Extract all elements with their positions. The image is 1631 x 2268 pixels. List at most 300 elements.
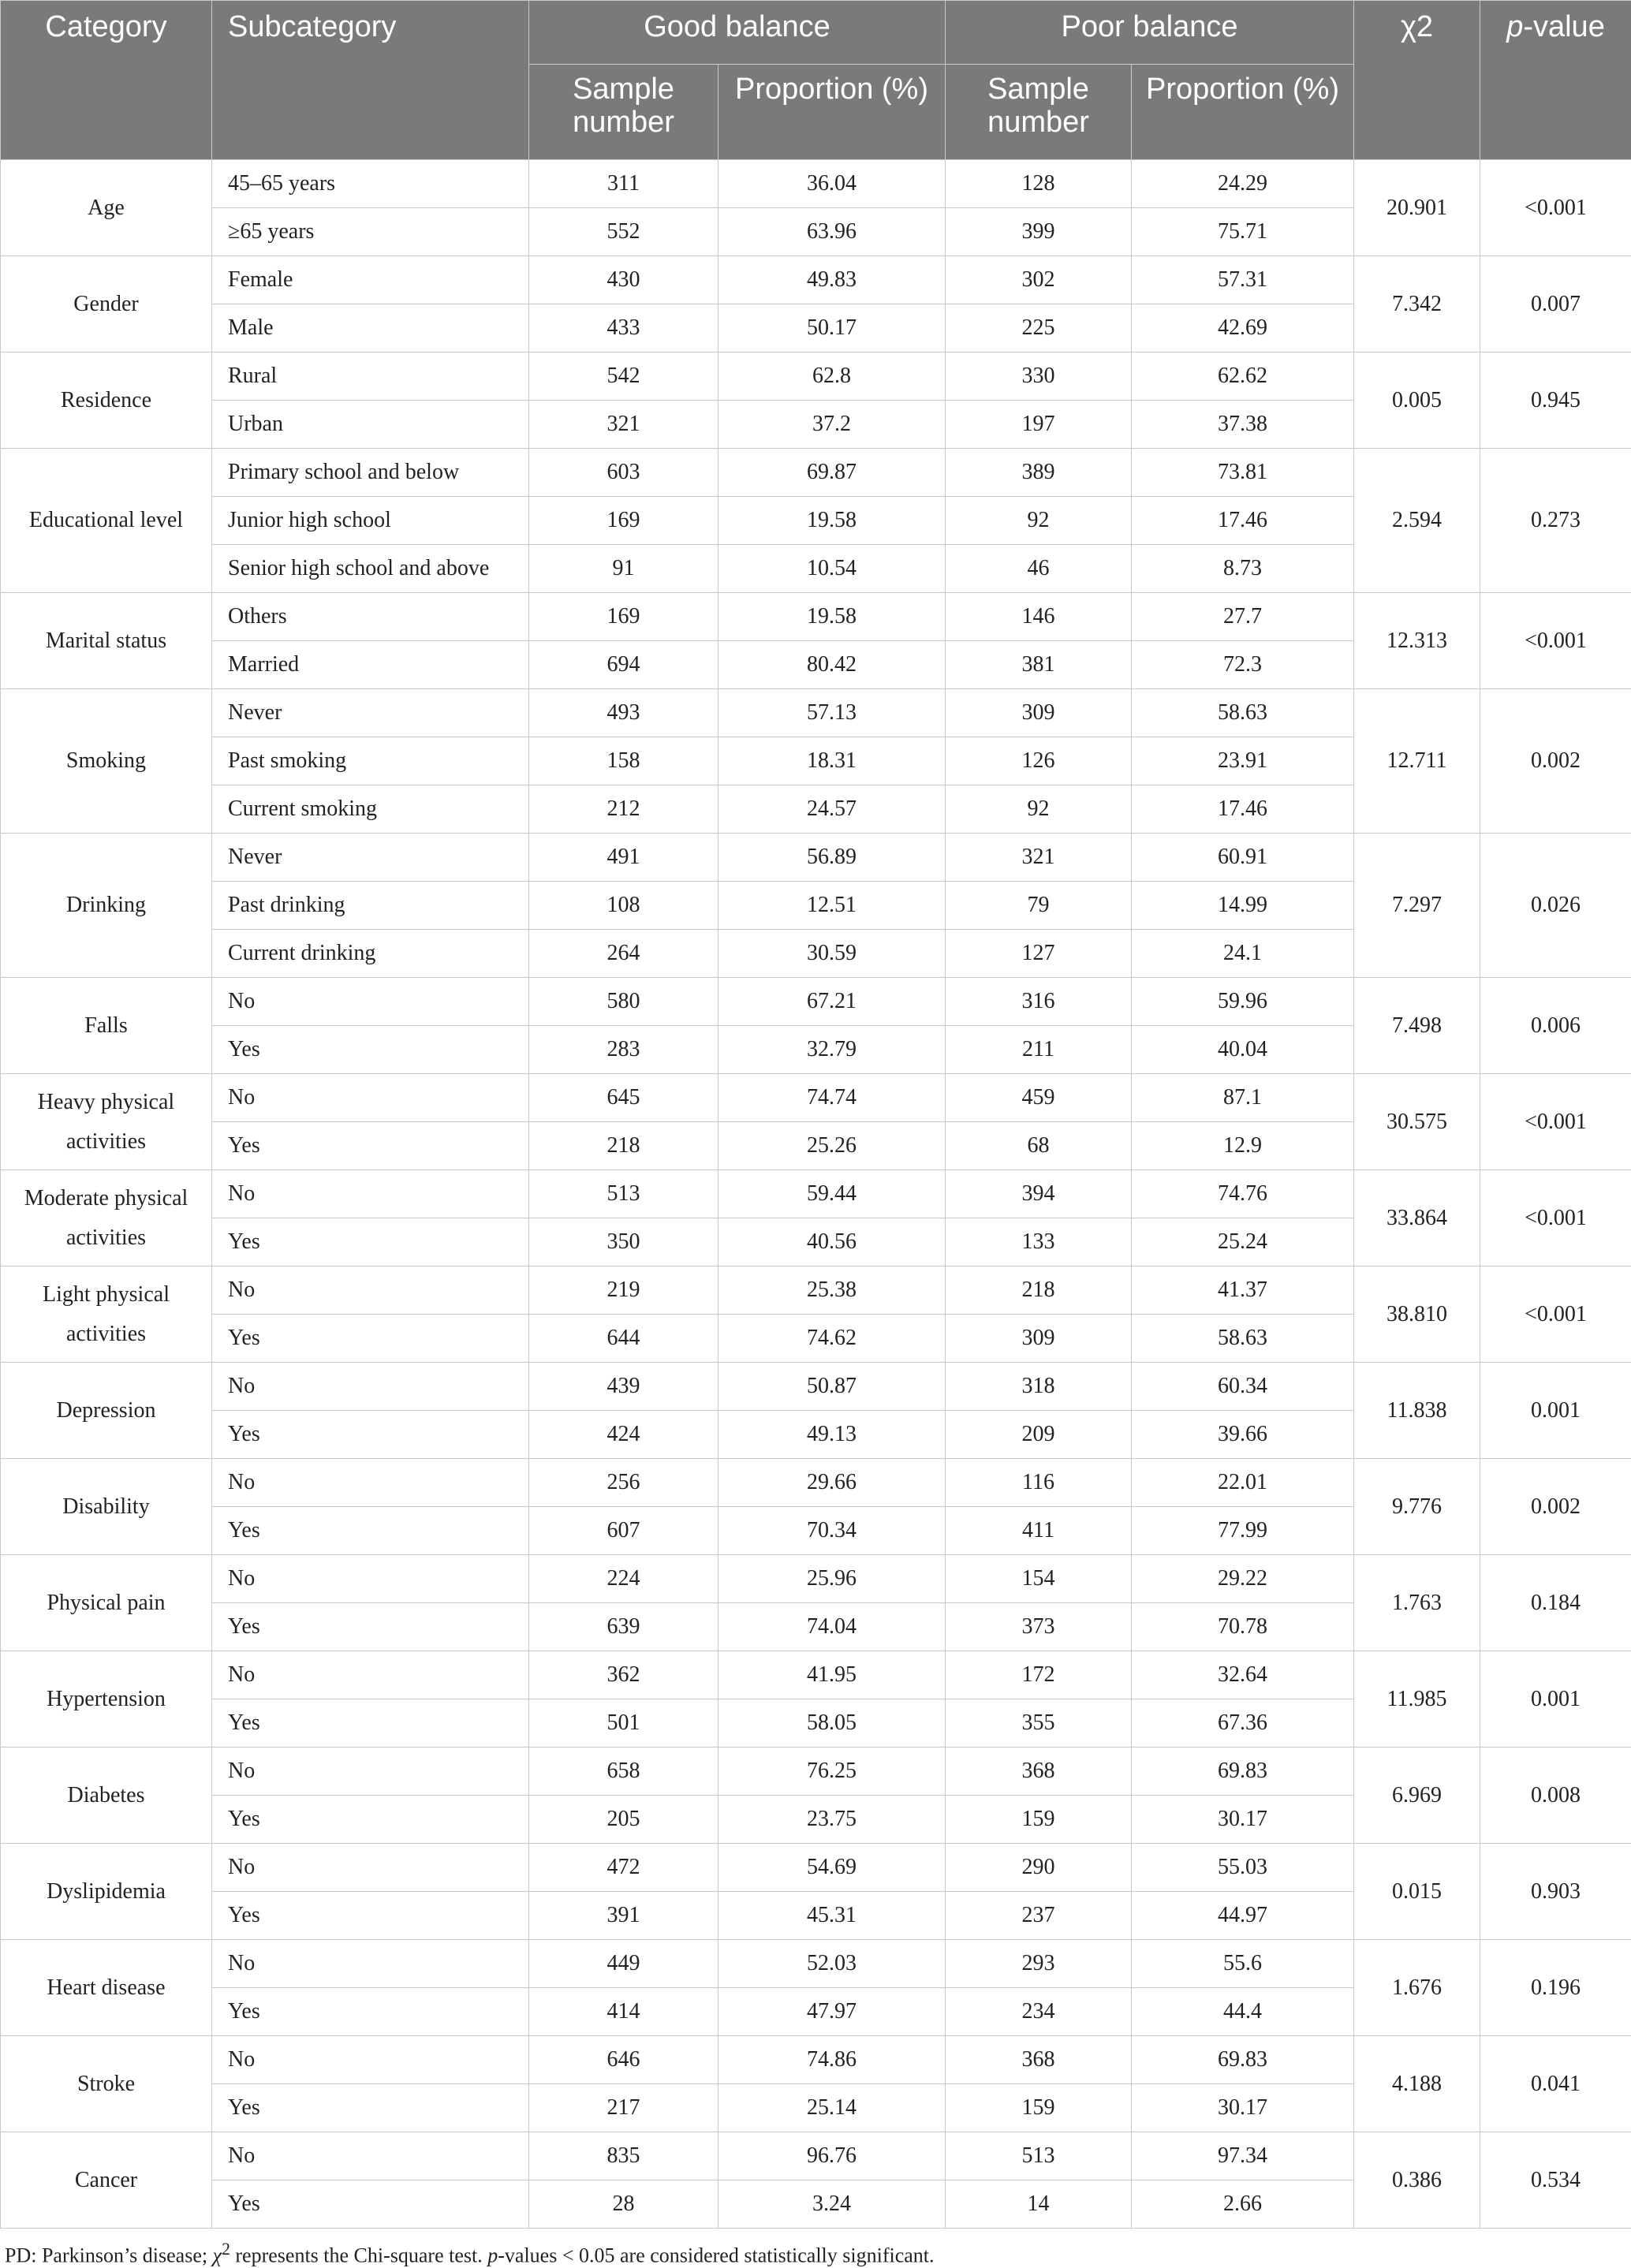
pvalue-cell: 0.945 — [1480, 353, 1631, 449]
poor-proportion-cell: 25.24 — [1132, 1218, 1354, 1266]
good-sample-cell: 391 — [529, 1892, 718, 1940]
good-sample-cell: 645 — [529, 1074, 718, 1122]
good-proportion-cell: 19.58 — [718, 593, 946, 641]
poor-sample-cell: 293 — [946, 1940, 1132, 1988]
good-sample-cell: 542 — [529, 353, 718, 401]
table-row — [1, 449, 1631, 497]
good-proportion-cell: 59.44 — [718, 1170, 946, 1218]
subcategory-cell: No — [212, 1363, 529, 1411]
subcategory-cell: 45–65 years — [212, 160, 529, 208]
poor-sample-cell: 290 — [946, 1844, 1132, 1892]
pvalue-cell: 0.001 — [1480, 1363, 1631, 1459]
good-proportion-cell: 29.66 — [718, 1459, 946, 1507]
good-sample-cell: 218 — [529, 1122, 718, 1170]
poor-proportion-cell: 27.7 — [1132, 593, 1354, 641]
good-sample-cell: 449 — [529, 1940, 718, 1988]
poor-sample-cell: 237 — [946, 1892, 1132, 1940]
poor-proportion-cell: 57.31 — [1132, 256, 1354, 304]
pvalue-cell: <0.001 — [1480, 1170, 1631, 1266]
good-sample-cell: 644 — [529, 1315, 718, 1363]
good-proportion-cell: 12.51 — [718, 882, 946, 930]
category-cell: Diabetes — [1, 1748, 212, 1844]
chi2-cell: 0.386 — [1354, 2132, 1480, 2229]
category-cell: Age — [1, 160, 212, 256]
subcategory-cell: No — [212, 978, 529, 1026]
table-row — [1, 1363, 1631, 1411]
good-sample-cell: 169 — [529, 497, 718, 545]
poor-sample-cell: 330 — [946, 353, 1132, 401]
chi2-cell: 0.015 — [1354, 1844, 1480, 1940]
subcategory-cell: Current smoking — [212, 785, 529, 834]
poor-proportion-cell: 12.9 — [1132, 1122, 1354, 1170]
header-pvalue — [1480, 1, 1631, 160]
chi2-cell: 2.594 — [1354, 449, 1480, 593]
poor-sample-cell: 92 — [946, 497, 1132, 545]
pvalue-cell: 0.041 — [1480, 2036, 1631, 2132]
subcategory-cell: No — [212, 1940, 529, 1988]
category-cell: Falls — [1, 978, 212, 1074]
poor-proportion-cell: 75.71 — [1132, 208, 1354, 256]
good-sample-cell: 658 — [529, 1748, 718, 1796]
poor-proportion-cell: 32.64 — [1132, 1651, 1354, 1699]
poor-proportion-cell: 60.34 — [1132, 1363, 1354, 1411]
good-sample-cell: 219 — [529, 1266, 718, 1315]
header-subcategory: Subcategory — [212, 1, 529, 160]
good-proportion-cell: 74.04 — [718, 1603, 946, 1651]
pvalue-cell: 0.273 — [1480, 449, 1631, 593]
poor-sample-cell: 389 — [946, 449, 1132, 497]
table-body — [1, 160, 1631, 2229]
good-sample-cell: 256 — [529, 1459, 718, 1507]
pvalue-cell: 0.196 — [1480, 1940, 1631, 2036]
table-row — [1, 834, 1631, 882]
poor-sample-cell: 368 — [946, 1748, 1132, 1796]
chi2-cell: 4.188 — [1354, 2036, 1480, 2132]
table-row — [1, 593, 1631, 641]
footnote-p: p — [487, 2244, 498, 2267]
header-poor-balance: Poor balance — [946, 1, 1354, 65]
subcategory-cell: No — [212, 1074, 529, 1122]
good-proportion-cell: 52.03 — [718, 1940, 946, 1988]
poor-sample-cell: 368 — [946, 2036, 1132, 2084]
good-proportion-cell: 74.74 — [718, 1074, 946, 1122]
good-proportion-cell: 47.97 — [718, 1988, 946, 2036]
good-sample-cell: 414 — [529, 1988, 718, 2036]
pvalue-cell: 0.026 — [1480, 834, 1631, 978]
poor-proportion-cell: 24.1 — [1132, 930, 1354, 978]
good-proportion-cell: 40.56 — [718, 1218, 946, 1266]
good-proportion-cell: 18.31 — [718, 737, 946, 785]
header-poor-sample-number: Sample number — [946, 65, 1132, 160]
poor-proportion-cell: 29.22 — [1132, 1555, 1354, 1603]
subcategory-cell: Yes — [212, 2084, 529, 2132]
category-cell: Marital status — [1, 593, 212, 689]
good-proportion-cell: 67.21 — [718, 978, 946, 1026]
good-sample-cell: 472 — [529, 1844, 718, 1892]
poor-proportion-cell: 97.34 — [1132, 2132, 1354, 2180]
subcategory-cell: No — [212, 1170, 529, 1218]
good-sample-cell: 28 — [529, 2180, 718, 2229]
good-proportion-cell: 50.87 — [718, 1363, 946, 1411]
good-proportion-cell: 25.96 — [718, 1555, 946, 1603]
poor-sample-cell: 459 — [946, 1074, 1132, 1122]
table-row — [1, 1748, 1631, 1796]
good-sample-cell: 224 — [529, 1555, 718, 1603]
table-row — [1, 1940, 1631, 1988]
poor-proportion-cell: 44.97 — [1132, 1892, 1354, 1940]
header-poor-proportion: Proportion (%) — [1132, 65, 1354, 160]
subcategory-cell: Male — [212, 304, 529, 353]
subcategory-cell: No — [212, 1459, 529, 1507]
good-sample-cell: 212 — [529, 785, 718, 834]
good-proportion-cell: 32.79 — [718, 1026, 946, 1074]
table-row — [1, 1459, 1631, 1507]
good-sample-cell: 607 — [529, 1507, 718, 1555]
poor-sample-cell: 225 — [946, 304, 1132, 353]
poor-sample-cell: 381 — [946, 641, 1132, 689]
good-proportion-cell: 25.38 — [718, 1266, 946, 1315]
category-cell: Residence — [1, 353, 212, 449]
chi2-cell: 6.969 — [1354, 1748, 1480, 1844]
poor-sample-cell: 316 — [946, 978, 1132, 1026]
table-row — [1, 1844, 1631, 1892]
pvalue-cell: 0.184 — [1480, 1555, 1631, 1651]
category-cell: Drinking — [1, 834, 212, 978]
table-row — [1, 256, 1631, 304]
header-good-sample-number: Sample number — [529, 65, 718, 160]
poor-proportion-cell: 55.03 — [1132, 1844, 1354, 1892]
poor-sample-cell: 146 — [946, 593, 1132, 641]
poor-proportion-cell: 72.3 — [1132, 641, 1354, 689]
subcategory-cell: Yes — [212, 1988, 529, 2036]
good-sample-cell: 158 — [529, 737, 718, 785]
poor-proportion-cell: 59.96 — [1132, 978, 1354, 1026]
category-cell: Heart disease — [1, 1940, 212, 2036]
poor-sample-cell: 321 — [946, 834, 1132, 882]
good-sample-cell: 424 — [529, 1411, 718, 1459]
subcategory-cell: No — [212, 1555, 529, 1603]
subcategory-cell: Yes — [212, 2180, 529, 2229]
good-sample-cell: 217 — [529, 2084, 718, 2132]
subcategory-cell: Yes — [212, 1218, 529, 1266]
pvalue-cell: <0.001 — [1480, 1074, 1631, 1170]
poor-proportion-cell: 17.46 — [1132, 785, 1354, 834]
poor-proportion-cell: 40.04 — [1132, 1026, 1354, 1074]
table-row — [1, 1074, 1631, 1122]
subcategory-cell: Yes — [212, 1507, 529, 1555]
good-sample-cell: 430 — [529, 256, 718, 304]
poor-sample-cell: 234 — [946, 1988, 1132, 2036]
good-proportion-cell: 36.04 — [718, 160, 946, 208]
table-row — [1, 1651, 1631, 1699]
chi2-cell: 12.313 — [1354, 593, 1480, 689]
poor-sample-cell: 116 — [946, 1459, 1132, 1507]
subcategory-cell: Female — [212, 256, 529, 304]
poor-proportion-cell: 77.99 — [1132, 1507, 1354, 1555]
good-proportion-cell: 70.34 — [718, 1507, 946, 1555]
table-footnote — [0, 2229, 1631, 2268]
good-sample-cell: 321 — [529, 401, 718, 449]
poor-proportion-cell: 62.62 — [1132, 353, 1354, 401]
subcategory-cell: Senior high school and above — [212, 545, 529, 593]
good-sample-cell: 694 — [529, 641, 718, 689]
good-sample-cell: 108 — [529, 882, 718, 930]
poor-sample-cell: 309 — [946, 689, 1132, 737]
good-sample-cell: 513 — [529, 1170, 718, 1218]
poor-sample-cell: 128 — [946, 160, 1132, 208]
poor-proportion-cell: 14.99 — [1132, 882, 1354, 930]
subcategory-cell: No — [212, 2132, 529, 2180]
good-proportion-cell: 19.58 — [718, 497, 946, 545]
table-row — [1, 2036, 1631, 2084]
poor-proportion-cell: 67.36 — [1132, 1699, 1354, 1748]
poor-proportion-cell: 87.1 — [1132, 1074, 1354, 1122]
pvalue-cell: 0.007 — [1480, 256, 1631, 353]
subcategory-cell: Yes — [212, 1122, 529, 1170]
subcategory-cell: No — [212, 1651, 529, 1699]
good-proportion-cell: 49.83 — [718, 256, 946, 304]
good-sample-cell: 603 — [529, 449, 718, 497]
good-sample-cell: 552 — [529, 208, 718, 256]
header-chi2: χ2 — [1354, 1, 1480, 160]
good-sample-cell: 91 — [529, 545, 718, 593]
table-row — [1, 353, 1631, 401]
subcategory-cell: Yes — [212, 1026, 529, 1074]
poor-sample-cell: 302 — [946, 256, 1132, 304]
footnote-part2: represents the Chi-square test. — [230, 2244, 487, 2267]
poor-proportion-cell: 41.37 — [1132, 1266, 1354, 1315]
table-row — [1, 1170, 1631, 1218]
subcategory-cell: Past drinking — [212, 882, 529, 930]
poor-proportion-cell: 58.63 — [1132, 689, 1354, 737]
good-proportion-cell: 62.8 — [718, 353, 946, 401]
good-sample-cell: 493 — [529, 689, 718, 737]
table-row — [1, 160, 1631, 208]
poor-sample-cell: 172 — [946, 1651, 1132, 1699]
pvalue-cell: 0.002 — [1480, 1459, 1631, 1555]
good-proportion-cell: 56.89 — [718, 834, 946, 882]
good-proportion-cell: 23.75 — [718, 1796, 946, 1844]
good-sample-cell: 433 — [529, 304, 718, 353]
poor-proportion-cell: 39.66 — [1132, 1411, 1354, 1459]
poor-proportion-cell: 70.78 — [1132, 1603, 1354, 1651]
category-cell: Smoking — [1, 689, 212, 834]
poor-sample-cell: 154 — [946, 1555, 1132, 1603]
good-proportion-cell: 24.57 — [718, 785, 946, 834]
subcategory-cell: Junior high school — [212, 497, 529, 545]
pvalue-cell: 0.534 — [1480, 2132, 1631, 2229]
good-sample-cell: 501 — [529, 1699, 718, 1748]
pvalue-cell: 0.006 — [1480, 978, 1631, 1074]
chi2-cell: 7.297 — [1354, 834, 1480, 978]
good-sample-cell: 491 — [529, 834, 718, 882]
poor-sample-cell: 399 — [946, 208, 1132, 256]
footnote-chi: χ — [213, 2244, 222, 2267]
good-proportion-cell: 50.17 — [718, 304, 946, 353]
chi2-cell: 12.711 — [1354, 689, 1480, 834]
footnote-part3: -values < 0.05 are considered statistically significant. — [498, 2244, 934, 2267]
poor-sample-cell: 218 — [946, 1266, 1132, 1315]
chi2-cell: 1.763 — [1354, 1555, 1480, 1651]
poor-proportion-cell: 2.66 — [1132, 2180, 1354, 2229]
poor-sample-cell: 159 — [946, 2084, 1132, 2132]
good-sample-cell: 311 — [529, 160, 718, 208]
good-proportion-cell: 76.25 — [718, 1748, 946, 1796]
pvalue-cell: <0.001 — [1480, 593, 1631, 689]
good-sample-cell: 169 — [529, 593, 718, 641]
poor-sample-cell: 126 — [946, 737, 1132, 785]
table-row — [1, 1266, 1631, 1315]
good-sample-cell: 283 — [529, 1026, 718, 1074]
poor-sample-cell: 159 — [946, 1796, 1132, 1844]
good-sample-cell: 639 — [529, 1603, 718, 1651]
chi2-cell: 30.575 — [1354, 1074, 1480, 1170]
good-proportion-cell: 58.05 — [718, 1699, 946, 1748]
subcategory-cell: Others — [212, 593, 529, 641]
poor-proportion-cell: 44.4 — [1132, 1988, 1354, 2036]
poor-sample-cell: 92 — [946, 785, 1132, 834]
good-proportion-cell: 25.26 — [718, 1122, 946, 1170]
table-row — [1, 1555, 1631, 1603]
poor-proportion-cell: 8.73 — [1132, 545, 1354, 593]
subcategory-cell: Past smoking — [212, 737, 529, 785]
header-good-balance: Good balance — [529, 1, 946, 65]
good-sample-cell: 646 — [529, 2036, 718, 2084]
category-cell: Light physical activities — [1, 1266, 212, 1363]
good-proportion-cell: 80.42 — [718, 641, 946, 689]
poor-proportion-cell: 42.69 — [1132, 304, 1354, 353]
table-row — [1, 2132, 1631, 2180]
good-sample-cell: 205 — [529, 1796, 718, 1844]
good-proportion-cell: 37.2 — [718, 401, 946, 449]
poor-proportion-cell: 58.63 — [1132, 1315, 1354, 1363]
good-proportion-cell: 74.62 — [718, 1315, 946, 1363]
good-proportion-cell: 45.31 — [718, 1892, 946, 1940]
pvalue-cell: <0.001 — [1480, 160, 1631, 256]
good-proportion-cell: 25.14 — [718, 2084, 946, 2132]
poor-sample-cell: 133 — [946, 1218, 1132, 1266]
category-cell: Heavy physical activities — [1, 1074, 212, 1170]
poor-sample-cell: 14 — [946, 2180, 1132, 2229]
header-category: Category — [1, 1, 212, 160]
poor-sample-cell: 394 — [946, 1170, 1132, 1218]
subcategory-cell: Urban — [212, 401, 529, 449]
poor-sample-cell: 197 — [946, 401, 1132, 449]
good-proportion-cell: 49.13 — [718, 1411, 946, 1459]
table-header — [1, 1, 1631, 160]
good-proportion-cell: 74.86 — [718, 2036, 946, 2084]
subcategory-cell: Yes — [212, 1603, 529, 1651]
chi2-cell: 7.342 — [1354, 256, 1480, 353]
subcategory-cell: ≥65 years — [212, 208, 529, 256]
category-cell: Cancer — [1, 2132, 212, 2229]
chi2-cell: 20.901 — [1354, 160, 1480, 256]
chi2-cell: 38.810 — [1354, 1266, 1480, 1363]
table-row — [1, 689, 1631, 737]
subcategory-cell: Current drinking — [212, 930, 529, 978]
good-proportion-cell: 57.13 — [718, 689, 946, 737]
pvalue-cell: 0.002 — [1480, 689, 1631, 834]
table-row — [1, 978, 1631, 1026]
poor-sample-cell: 513 — [946, 2132, 1132, 2180]
poor-proportion-cell: 69.83 — [1132, 1748, 1354, 1796]
poor-proportion-cell: 60.91 — [1132, 834, 1354, 882]
category-cell: Gender — [1, 256, 212, 353]
footnote-part1: PD: Parkinson’s disease; — [5, 2244, 213, 2267]
poor-sample-cell: 209 — [946, 1411, 1132, 1459]
poor-proportion-cell: 24.29 — [1132, 160, 1354, 208]
category-cell: Physical pain — [1, 1555, 212, 1651]
poor-proportion-cell: 23.91 — [1132, 737, 1354, 785]
good-sample-cell: 580 — [529, 978, 718, 1026]
poor-proportion-cell: 30.17 — [1132, 1796, 1354, 1844]
subcategory-cell: No — [212, 1748, 529, 1796]
poor-proportion-cell: 17.46 — [1132, 497, 1354, 545]
poor-sample-cell: 211 — [946, 1026, 1132, 1074]
poor-proportion-cell: 30.17 — [1132, 2084, 1354, 2132]
subcategory-cell: Yes — [212, 1796, 529, 1844]
category-cell: Disability — [1, 1459, 212, 1555]
good-sample-cell: 362 — [529, 1651, 718, 1699]
good-sample-cell: 264 — [529, 930, 718, 978]
poor-sample-cell: 411 — [946, 1507, 1132, 1555]
poor-sample-cell: 46 — [946, 545, 1132, 593]
poor-sample-cell: 79 — [946, 882, 1132, 930]
chi2-cell: 11.838 — [1354, 1363, 1480, 1459]
subcategory-cell: No — [212, 1266, 529, 1315]
subcategory-cell: Yes — [212, 1315, 529, 1363]
category-cell: Stroke — [1, 2036, 212, 2132]
header-pvalue-p: p — [1506, 10, 1523, 43]
good-proportion-cell: 63.96 — [718, 208, 946, 256]
category-cell: Hypertension — [1, 1651, 212, 1748]
poor-sample-cell: 318 — [946, 1363, 1132, 1411]
good-sample-cell: 835 — [529, 2132, 718, 2180]
good-sample-cell: 439 — [529, 1363, 718, 1411]
chi2-cell: 9.776 — [1354, 1459, 1480, 1555]
good-proportion-cell: 54.69 — [718, 1844, 946, 1892]
pvalue-cell: 0.008 — [1480, 1748, 1631, 1844]
subcategory-cell: Primary school and below — [212, 449, 529, 497]
category-cell: Dyslipidemia — [1, 1844, 212, 1940]
pvalue-cell: 0.903 — [1480, 1844, 1631, 1940]
subcategory-cell: No — [212, 1844, 529, 1892]
chi2-cell: 11.985 — [1354, 1651, 1480, 1748]
subcategory-cell: Yes — [212, 1892, 529, 1940]
poor-sample-cell: 127 — [946, 930, 1132, 978]
pvalue-cell: 0.001 — [1480, 1651, 1631, 1748]
category-cell: Depression — [1, 1363, 212, 1459]
poor-sample-cell: 373 — [946, 1603, 1132, 1651]
category-cell: Moderate physical activities — [1, 1170, 212, 1266]
poor-proportion-cell: 74.76 — [1132, 1170, 1354, 1218]
chi2-cell: 1.676 — [1354, 1940, 1480, 2036]
pvalue-cell: <0.001 — [1480, 1266, 1631, 1363]
chi2-cell: 33.864 — [1354, 1170, 1480, 1266]
good-proportion-cell: 96.76 — [718, 2132, 946, 2180]
subcategory-cell: No — [212, 2036, 529, 2084]
good-proportion-cell: 3.24 — [718, 2180, 946, 2229]
poor-proportion-cell: 37.38 — [1132, 401, 1354, 449]
subcategory-cell: Never — [212, 689, 529, 737]
poor-proportion-cell: 73.81 — [1132, 449, 1354, 497]
subcategory-cell: Rural — [212, 353, 529, 401]
footnote-sup: 2 — [222, 2240, 230, 2259]
chi2-cell: 7.498 — [1354, 978, 1480, 1074]
good-proportion-cell: 30.59 — [718, 930, 946, 978]
subcategory-cell: Never — [212, 834, 529, 882]
subcategory-cell: Married — [212, 641, 529, 689]
